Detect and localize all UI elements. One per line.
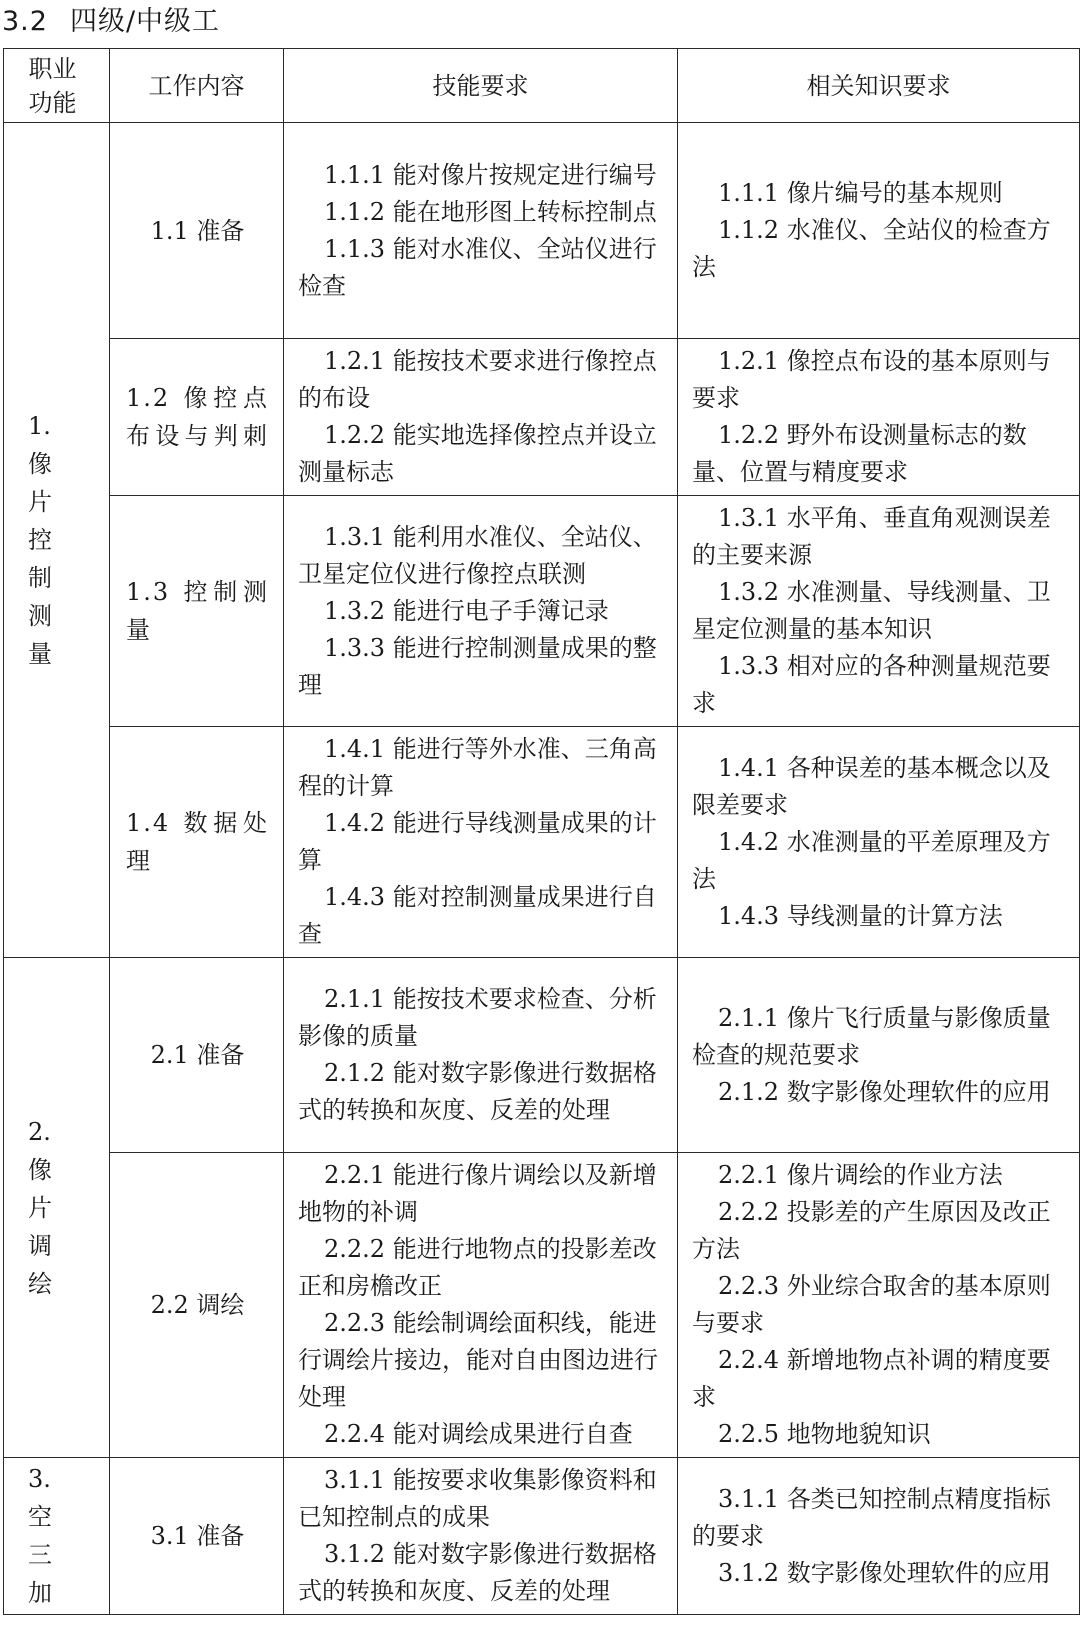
skill-item: 1.4.3 能对控制测量成果进行自查 <box>298 883 657 948</box>
skill-item: 1.3.3 能进行控制测量成果的整理 <box>298 633 657 699</box>
work-content-cell: 2.2 调绘 <box>110 1153 284 1458</box>
table-row <box>4 1458 1080 1615</box>
table-row <box>4 496 1080 727</box>
function-cell <box>4 958 110 1458</box>
knowledge-item: 1.2.1 像控点布设的基本原则与要求 <box>692 347 1051 412</box>
work-content-cell: 1.3 控制测量 <box>110 496 284 727</box>
skill-item: 2.1.2 能对数字影像进行数据格式的转换和灰度、反差的处理 <box>298 1059 657 1124</box>
work-content-cell: 2.1 准备 <box>110 958 284 1153</box>
knowledge-item: 1.1.1 像片编号的基本规则 <box>718 179 1003 207</box>
knowledge-item: 1.3.3 相对应的各种测量规范要求 <box>692 652 1051 717</box>
skill-item: 1.2.1 能按技术要求进行像控点的布设 <box>298 347 657 412</box>
skill-item: 1.3.1 能利用水准仪、全站仪、卫星定位仪进行像控点联测 <box>298 522 657 588</box>
skill-item: 1.1.2 能在地形图上转标控制点 <box>324 197 657 226</box>
header-work-content: 工作内容 <box>110 49 284 123</box>
knowledge-requirements-cell <box>678 727 1080 958</box>
table-row <box>4 123 1080 339</box>
section-number: 3.2 <box>2 6 48 37</box>
knowledge-requirements-cell <box>678 339 1080 496</box>
function-label: 2.像片调绘 <box>28 1117 52 1298</box>
knowledge-requirements-cell <box>678 496 1080 727</box>
skill-requirements-cell <box>284 1458 678 1615</box>
table-header-row <box>4 49 1080 123</box>
header-knowledge: 相关知识要求 <box>678 49 1080 123</box>
function-label: 1.像片控制测量 <box>28 412 52 668</box>
knowledge-requirements-cell <box>678 958 1080 1153</box>
skill-item: 2.1.1 能按技术要求检查、分析影像的质量 <box>298 985 657 1050</box>
knowledge-requirements-cell <box>678 123 1080 339</box>
table-row <box>4 958 1080 1153</box>
skill-item: 2.2.3 能绘制调绘面积线，能进行调绘片接边，能对自由图边进行处理 <box>298 1309 658 1411</box>
header-function: 职业功能 <box>4 49 110 123</box>
knowledge-item: 1.2.2 野外布设测量标志的数量、位置与精度要求 <box>692 421 1027 486</box>
work-content-cell: 1.4 数据处理 <box>110 727 284 958</box>
knowledge-item: 3.1.2 数字影像处理软件的应用 <box>718 1558 1051 1587</box>
knowledge-item: 2.2.4 新增地物点补调的精度要求 <box>692 1346 1051 1411</box>
knowledge-item: 1.4.2 水准测量的平差原理及方法 <box>692 827 1051 893</box>
skill-item: 2.2.1 能进行像片调绘以及新增地物的补调 <box>298 1161 657 1226</box>
skill-item: 1.1.3 能对水准仪、全站仪进行检查 <box>298 234 657 300</box>
work-content-cell: 1.2 像控点布设与判刺 <box>110 339 284 496</box>
skill-standards-table <box>3 48 1080 1615</box>
table-row <box>4 727 1080 958</box>
skill-item: 1.4.2 能进行导线测量成果的计算 <box>298 809 657 874</box>
skill-item: 3.1.1 能按要求收集影像资料和已知控制点的成果 <box>298 1466 657 1531</box>
skill-item: 1.3.2 能进行电子手簿记录 <box>324 596 609 625</box>
skill-item: 3.1.2 能对数字影像进行数据格式的转换和灰度、反差的处理 <box>298 1540 657 1605</box>
knowledge-requirements-cell <box>678 1458 1080 1615</box>
table-row <box>4 1153 1080 1458</box>
knowledge-item: 2.2.3 外业综合取舍的基本原则与要求 <box>692 1272 1051 1337</box>
knowledge-item: 3.1.1 各类已知控制点精度指标的要求 <box>692 1484 1051 1550</box>
knowledge-item: 1.3.1 水平角、垂直角观测误差的主要来源 <box>692 504 1051 569</box>
work-content-cell: 3.1 准备 <box>110 1458 284 1615</box>
knowledge-item: 1.4.1 各种误差的基本概念以及限差要求 <box>692 753 1051 819</box>
knowledge-item: 1.4.3 导线测量的计算方法 <box>718 901 1003 930</box>
skill-item: 1.4.1 能进行等外水准、三角高程的计算 <box>298 735 657 800</box>
skill-item: 1.1.1 能对像片按规定进行编号 <box>324 160 657 189</box>
header-skill: 技能要求 <box>284 49 678 123</box>
function-label: 3.空三加 <box>28 1465 52 1607</box>
skill-requirements-cell <box>284 727 678 958</box>
skill-item: 1.2.2 能实地选择像控点并设立测量标志 <box>298 421 657 486</box>
function-cell <box>4 1458 110 1615</box>
skill-requirements-cell <box>284 123 678 339</box>
knowledge-requirements-cell <box>678 1153 1080 1458</box>
skill-requirements-cell <box>284 958 678 1153</box>
knowledge-item: 2.2.2 投影差的产生原因及改正方法 <box>692 1198 1051 1263</box>
knowledge-item: 2.2.1 像片调绘的作业方法 <box>718 1161 1003 1189</box>
skill-requirements-cell <box>284 496 678 727</box>
knowledge-item: 2.2.5 地物地貌知识 <box>718 1420 931 1448</box>
table-row <box>4 339 1080 496</box>
skill-requirements-cell <box>284 1153 678 1458</box>
skill-requirements-cell <box>284 339 678 496</box>
knowledge-item: 1.3.2 水准测量、导线测量、卫星定位测量的基本知识 <box>692 578 1051 643</box>
section-title: 四级/中级工 <box>69 6 221 37</box>
knowledge-item: 1.1.2 水准仪、全站仪的检查方法 <box>692 216 1051 281</box>
work-content-cell: 1.1 准备 <box>110 123 284 339</box>
knowledge-item: 2.1.2 数字影像处理软件的应用 <box>718 1077 1051 1106</box>
section-heading <box>2 2 220 42</box>
knowledge-item: 2.1.1 像片飞行质量与影像质量检查的规范要求 <box>692 1003 1051 1069</box>
function-cell <box>4 123 110 958</box>
skill-item: 2.2.2 能进行地物点的投影差改正和房檐改正 <box>298 1235 657 1300</box>
skill-item: 2.2.4 能对调绘成果进行自查 <box>324 1420 633 1448</box>
